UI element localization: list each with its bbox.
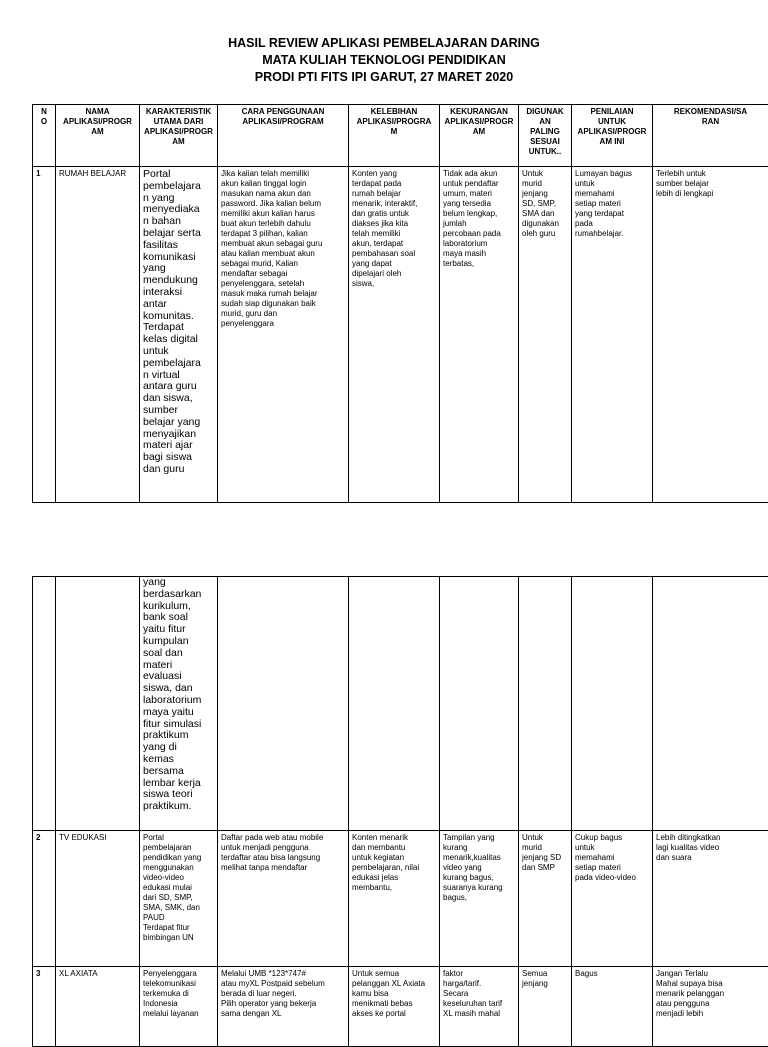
row-kekurangan: Tidak ada akun untuk pendaftar umum, materi yang tersedia belum lengkap, jumlah percobaan pada laboratorium maya masih terbatas, bbox=[440, 167, 519, 503]
row-rekomendasi: Terlebih untuk sumber belajar lebih di lengkapi bbox=[653, 167, 768, 503]
row-cara: Daftar pada web atau mobile untuk menjadi pengguna terdaftar atau bisa langsung melihat tanpa mendaftar bbox=[218, 831, 349, 967]
row-name: XL AXIATA bbox=[56, 967, 140, 1047]
row-kelebihan: Konten yang terdapat pada rumah belajar menarik, interaktif, dan gratis untuk diakses jika kita telah memiliki akun, terdapat pembahasan soal yang dapat dipelajari oleh siswa, bbox=[349, 167, 440, 503]
row-kekurangan: Tampilan yang kurang menarik,kualitas video yang kurang bagus, suaranya kurang bagus, bbox=[440, 831, 519, 967]
row-kelebihan bbox=[349, 577, 440, 831]
review-table-page-2 bbox=[32, 576, 768, 1047]
document-title-line-1: HASIL REVIEW APLIKASI PEMBELAJARAN DARING bbox=[0, 36, 768, 50]
row-penilaian: Cukup bagus untuk memahami setiap materi pada video-video bbox=[572, 831, 653, 967]
row-no: 1 bbox=[33, 167, 56, 503]
header-kekurangan: KEKURANGAN APLIKASI/PROGR AM bbox=[440, 105, 519, 167]
row-cara: Jika kalian telah memiliki akun kalian tinggal login masukan nama akun dan password. Jika kalian belum memiliki akun kalian harus buat akun terlebih dahulu terdapat 3 pilihan, kalian membuat akun sebagai guru atau kalian membuat akun sebagai murid, Kalian mendaftar sebagai penyelenggara, setelah masuk maka rumah belajar sudah siap digunakan baik murid, guru dan penyelenggara bbox=[218, 167, 349, 503]
row-karakteristik: yang berdasarkan kurikulum, bank soal yaitu fitur kumpulan soal dan materi evaluasi siswa, dan laboratorium maya yaitu fitur simulasi praktikum yang di kemas bersama lembar kerja siswa teori praktikum. bbox=[140, 577, 218, 831]
row-no: 3 bbox=[33, 967, 56, 1047]
row-digunakan: Untuk murid jenjang SD, SMP, SMA dan digunakan oleh guru bbox=[519, 167, 572, 503]
row-digunakan bbox=[519, 577, 572, 831]
header-no: N O bbox=[33, 105, 56, 167]
row-kekurangan: faktor harga/tarif. Secara keseluruhan tarif XL masih mahal bbox=[440, 967, 519, 1047]
row-penilaian: Lumayan bagus untuk memahami setiap materi yang terdapat pada rumahbelajar. bbox=[572, 167, 653, 503]
table-header-row bbox=[33, 105, 768, 167]
row-karakteristik: Portal pembelajaran pendidikan yang menggunakan video-video edukasi mulai dari SD, SMP, SMA, SMK, dan PAUD Terdapat fitur bimbingan UN bbox=[140, 831, 218, 967]
header-digunakan: DIGUNAK AN PALING SESUAI UNTUK.. bbox=[519, 105, 572, 167]
row-digunakan: Semua jenjang bbox=[519, 967, 572, 1047]
review-table-page-1 bbox=[32, 104, 768, 503]
row-no bbox=[33, 577, 56, 831]
row-karakteristik: Penyelenggara telekomunikasi terkemuka di Indonesia melalui layanan bbox=[140, 967, 218, 1047]
row-rekomendasi bbox=[653, 577, 768, 831]
row-name: RUMAH BELAJAR bbox=[56, 167, 140, 503]
row-no: 2 bbox=[33, 831, 56, 967]
row-kelebihan: Untuk semua pelanggan XL Axiata kamu bisa menikmati bebas akses ke portal bbox=[349, 967, 440, 1047]
header-rekomendasi: REKOMENDASI/SA RAN bbox=[653, 105, 768, 167]
header-penilaian: PENILAIAN UNTUK APLIKASI/PROGR AM INI bbox=[572, 105, 653, 167]
row-name: TV EDUKASI bbox=[56, 831, 140, 967]
table-row bbox=[33, 577, 768, 831]
row-kelebihan: Konten menarik dan membantu untuk kegiatan pembelajaran, nilai edukasi jelas membantu, bbox=[349, 831, 440, 967]
table-row bbox=[33, 167, 768, 503]
header-cara-penggunaan: CARA PENGGUNAAN APLIKASI/PROGRAM bbox=[218, 105, 349, 167]
document-title-line-3: PRODI PTI FITS IPI GARUT, 27 MARET 2020 bbox=[0, 70, 768, 84]
row-penilaian bbox=[572, 577, 653, 831]
header-nama-aplikasi: NAMA APLIKASI/PROGR AM bbox=[56, 105, 140, 167]
row-digunakan: Untuk murid jenjang SD dan SMP bbox=[519, 831, 572, 967]
document-title-line-2: MATA KULIAH TEKNOLOGI PENDIDIKAN bbox=[0, 53, 768, 67]
row-penilaian: Bagus bbox=[572, 967, 653, 1047]
row-karakteristik: Portal pembelajara n yang menyediaka n bahan belajar serta fasilitas komunikasi yang mendukung interaksi antar komunitas. Terdapat kelas digital untuk pembelajara n virtual antara guru dan siswa, sumber belajar yang menyajikan materi ajar bagi siswa dan guru bbox=[140, 167, 218, 503]
row-kekurangan bbox=[440, 577, 519, 831]
row-rekomendasi: Lebih ditingkatkan lagi kualitas video dan suara bbox=[653, 831, 768, 967]
table-row bbox=[33, 831, 768, 967]
table-row bbox=[33, 967, 768, 1047]
row-cara: Melalui UMB *123*747# atau myXL Postpaid sebelum berada di luar negeri. Pilih operator yang bekerja sama dengan XL bbox=[218, 967, 349, 1047]
row-cara bbox=[218, 577, 349, 831]
row-rekomendasi: Jangan Terlalu Mahal supaya bisa menarik pelanggan atau pengguna menjadi lebih bbox=[653, 967, 768, 1047]
header-kelebihan: KELEBIHAN APLIKASI/PROGRA M bbox=[349, 105, 440, 167]
header-karakteristik: KARAKTERISTIK UTAMA DARI APLIKASI/PROGR AM bbox=[140, 105, 218, 167]
row-name bbox=[56, 577, 140, 831]
